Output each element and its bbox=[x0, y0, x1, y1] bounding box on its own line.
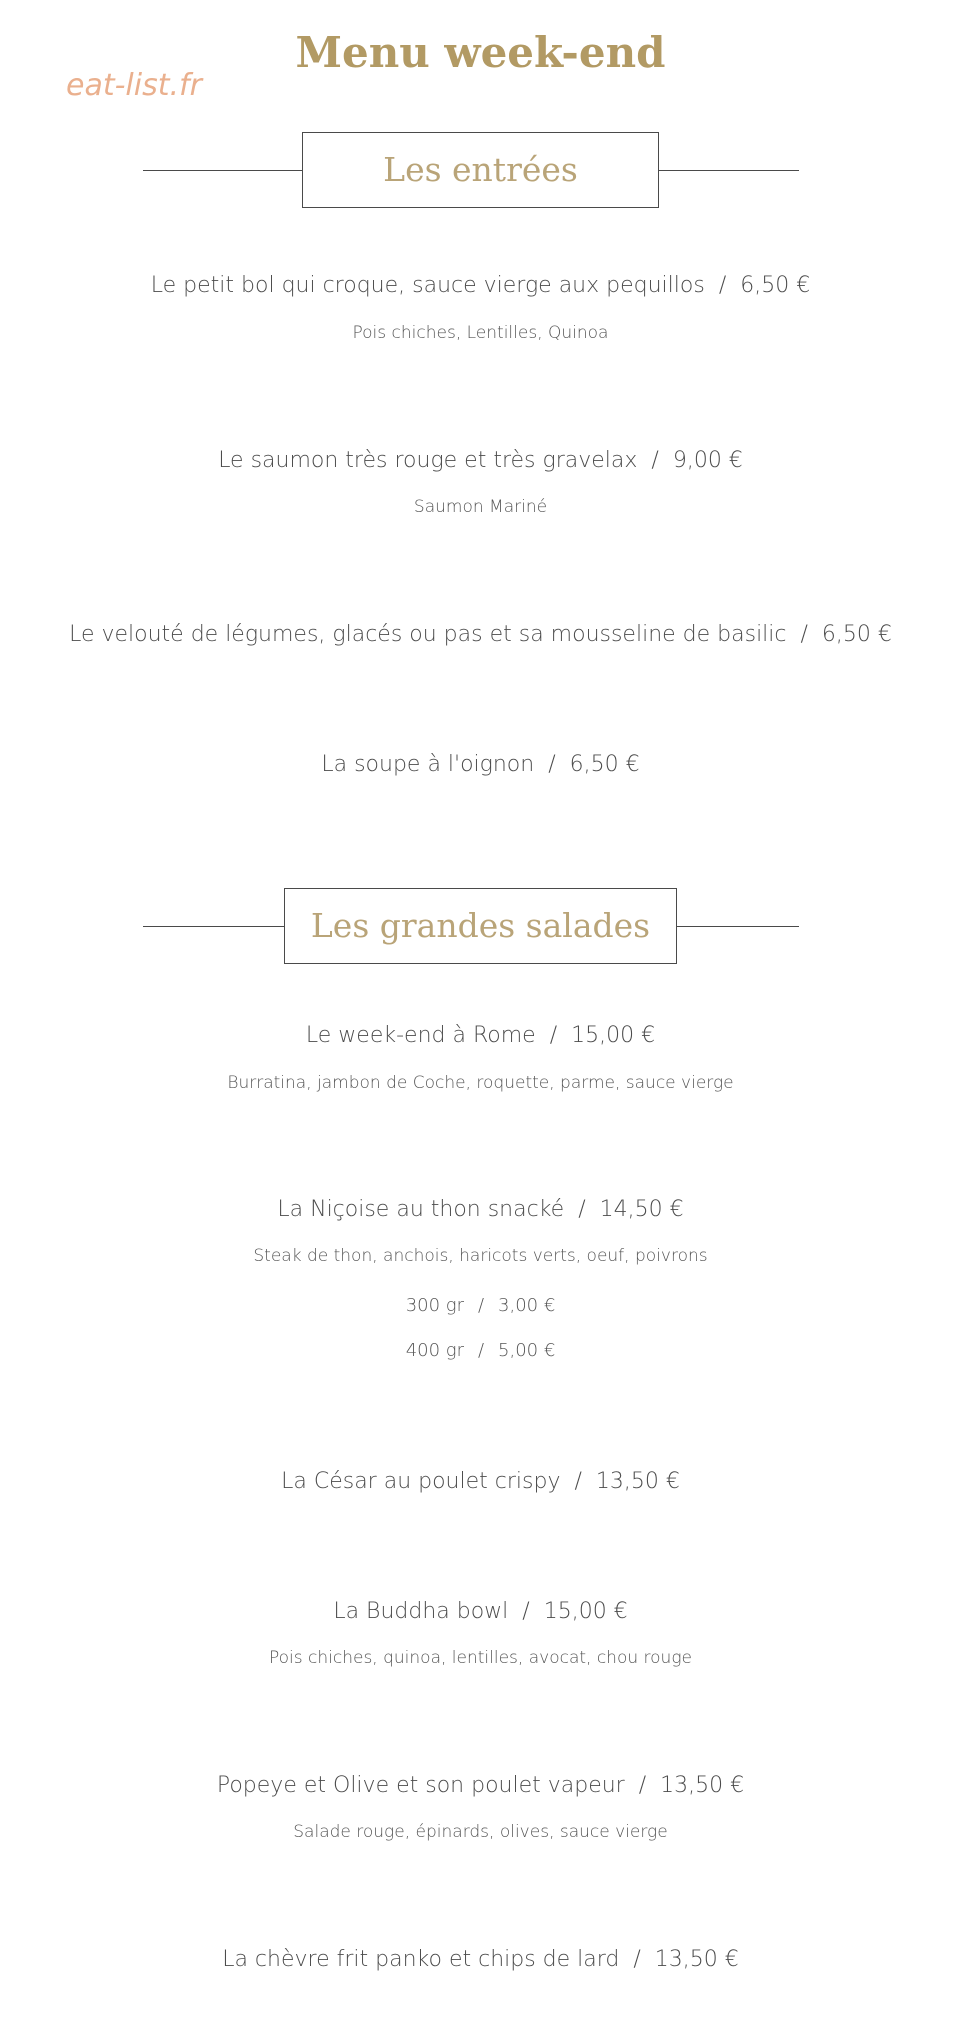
menu-item bbox=[0, 1773, 961, 1798]
option-label: 300 gr bbox=[405, 1295, 464, 1316]
dish-price: 13,50 € bbox=[595, 1469, 680, 1494]
menu-item bbox=[0, 1023, 961, 1048]
price-separator: / bbox=[638, 1773, 647, 1798]
menu-item bbox=[0, 1197, 961, 1222]
dish-price: 15,00 € bbox=[571, 1023, 656, 1048]
price-separator: / bbox=[578, 1197, 586, 1222]
dish-price: 6,50 € bbox=[569, 752, 640, 777]
price-separator: / bbox=[477, 1340, 485, 1361]
dish-price: 9,00 € bbox=[672, 448, 743, 473]
price-separator: / bbox=[522, 1599, 530, 1624]
dish-name: Le week-end à Rome bbox=[305, 1023, 536, 1048]
dish-description: Salade rouge, épinards, olives, sauce vierge bbox=[293, 1822, 668, 1842]
menu-item bbox=[0, 1469, 961, 1494]
dish-price: 6,50 € bbox=[821, 622, 892, 647]
price-separator: / bbox=[574, 1469, 582, 1494]
menu-item bbox=[0, 1947, 961, 1972]
section-header-salades bbox=[0, 888, 961, 966]
dish-name: La chèvre frit panko et chips de lard bbox=[222, 1947, 620, 1972]
size-option bbox=[0, 1340, 961, 1361]
dish-price: 6,50 € bbox=[740, 273, 811, 298]
page-title: Menu week-end bbox=[295, 28, 666, 77]
dish-description: Pois chiches, Lentilles, Quinoa bbox=[352, 323, 609, 343]
dish-price: 15,00 € bbox=[543, 1599, 628, 1624]
dish-name: La Buddha bowl bbox=[333, 1599, 509, 1624]
menu-item bbox=[0, 273, 961, 298]
section-title: Les grandes salades bbox=[284, 888, 677, 964]
menu-item bbox=[0, 622, 961, 647]
dish-description: Saumon Mariné bbox=[413, 497, 548, 517]
dish-description: Pois chiches, quinoa, lentilles, avocat, chou rouge bbox=[269, 1648, 692, 1668]
option-label: 400 gr bbox=[405, 1340, 464, 1361]
dish-name: La soupe à l'oignon bbox=[321, 752, 535, 777]
dish-price: 13,50 € bbox=[660, 1773, 745, 1798]
dish-name: Le velouté de légumes, glacés ou pas et sa mousseline de basilic bbox=[69, 622, 787, 647]
price-separator: / bbox=[548, 752, 556, 777]
menu-item bbox=[0, 752, 961, 777]
size-option bbox=[0, 1295, 961, 1316]
watermark: eat-list.fr bbox=[66, 68, 202, 103]
section-title: Les entrées bbox=[302, 132, 659, 208]
price-separator: / bbox=[477, 1295, 485, 1316]
dish-price: 14,50 € bbox=[599, 1197, 684, 1222]
menu-item bbox=[0, 1599, 961, 1624]
dish-name: La César au poulet crispy bbox=[281, 1469, 561, 1494]
dish-name: Le petit bol qui croque, sauce vierge aux pequillos bbox=[150, 273, 705, 298]
dish-name: Popeye et Olive et son poulet vapeur bbox=[216, 1773, 625, 1798]
price-separator: / bbox=[549, 1023, 558, 1048]
option-price: 3,00 € bbox=[498, 1295, 556, 1316]
price-separator: / bbox=[718, 273, 727, 298]
price-separator: / bbox=[633, 1947, 641, 1972]
dish-name: La Niçoise au thon snacké bbox=[277, 1197, 565, 1222]
price-separator: / bbox=[800, 622, 808, 647]
dish-price: 13,50 € bbox=[654, 1947, 739, 1972]
dish-name: Le saumon très rouge et très gravelax bbox=[218, 448, 638, 473]
section-header-entrees bbox=[0, 132, 961, 210]
dish-description: Burratina, jambon de Coche, roquette, parme, sauce vierge bbox=[227, 1073, 734, 1093]
price-separator: / bbox=[651, 448, 659, 473]
dish-description: Steak de thon, anchois, haricots verts, oeuf, poivrons bbox=[253, 1246, 708, 1266]
menu-item bbox=[0, 448, 961, 473]
option-price: 5,00 € bbox=[498, 1340, 556, 1361]
